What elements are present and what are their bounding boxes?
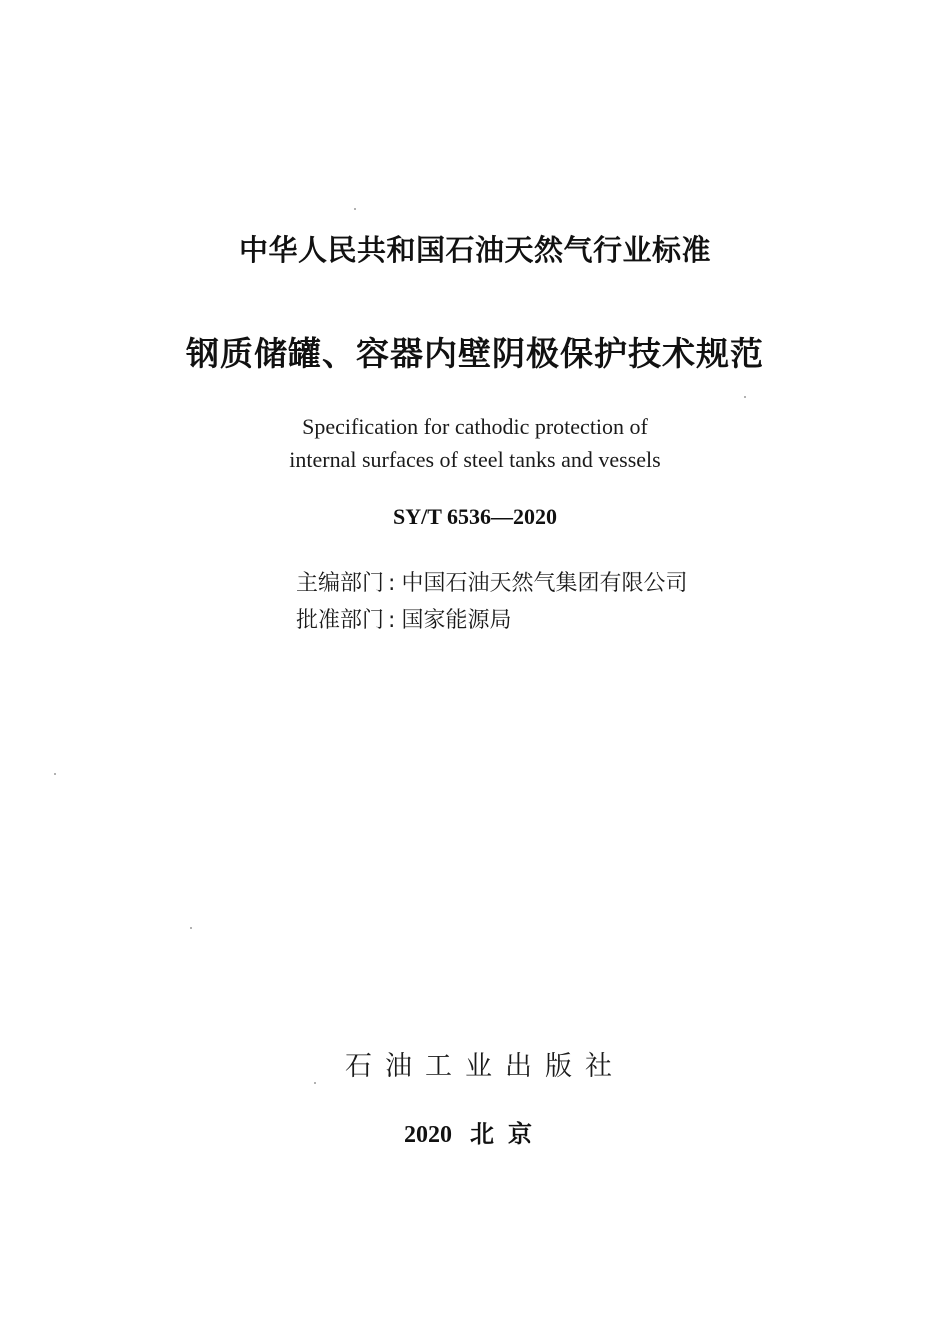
title-english-line-1: Specification for cathodic protection of bbox=[302, 414, 648, 439]
approver-separator: : bbox=[388, 608, 396, 633]
scan-speck bbox=[744, 396, 746, 398]
standard-code: SY/T 6536—2020 bbox=[392, 504, 557, 529]
publication-year-place bbox=[0, 1114, 950, 1149]
publication-year: 2020 bbox=[404, 1122, 452, 1148]
scan-speck bbox=[314, 1082, 316, 1084]
scan-speck bbox=[190, 927, 192, 929]
editor-separator: : bbox=[388, 571, 396, 596]
publication-city: 北京 bbox=[470, 1120, 546, 1148]
editor-department bbox=[296, 566, 687, 597]
title-english bbox=[0, 410, 950, 476]
editor-department-value: 中国石油天然气集团有限公司 bbox=[401, 571, 688, 596]
title-chinese: 钢质储罐、容器内壁阴极保护技术规范 bbox=[186, 334, 764, 373]
editor-department-label: 主编部门 bbox=[296, 571, 385, 596]
title-english-line-2: internal surfaces of steel tanks and vessels bbox=[289, 447, 661, 472]
approver-department bbox=[296, 603, 511, 634]
scan-speck bbox=[354, 208, 356, 210]
publisher: 石油工业出版社 bbox=[345, 1051, 625, 1082]
scan-speck bbox=[54, 773, 56, 775]
approver-department-value: 国家能源局 bbox=[401, 608, 512, 633]
approver-department-label: 批准部门 bbox=[296, 608, 385, 633]
standard-category: 中华人民共和国石油天然气行业标准 bbox=[238, 233, 711, 267]
